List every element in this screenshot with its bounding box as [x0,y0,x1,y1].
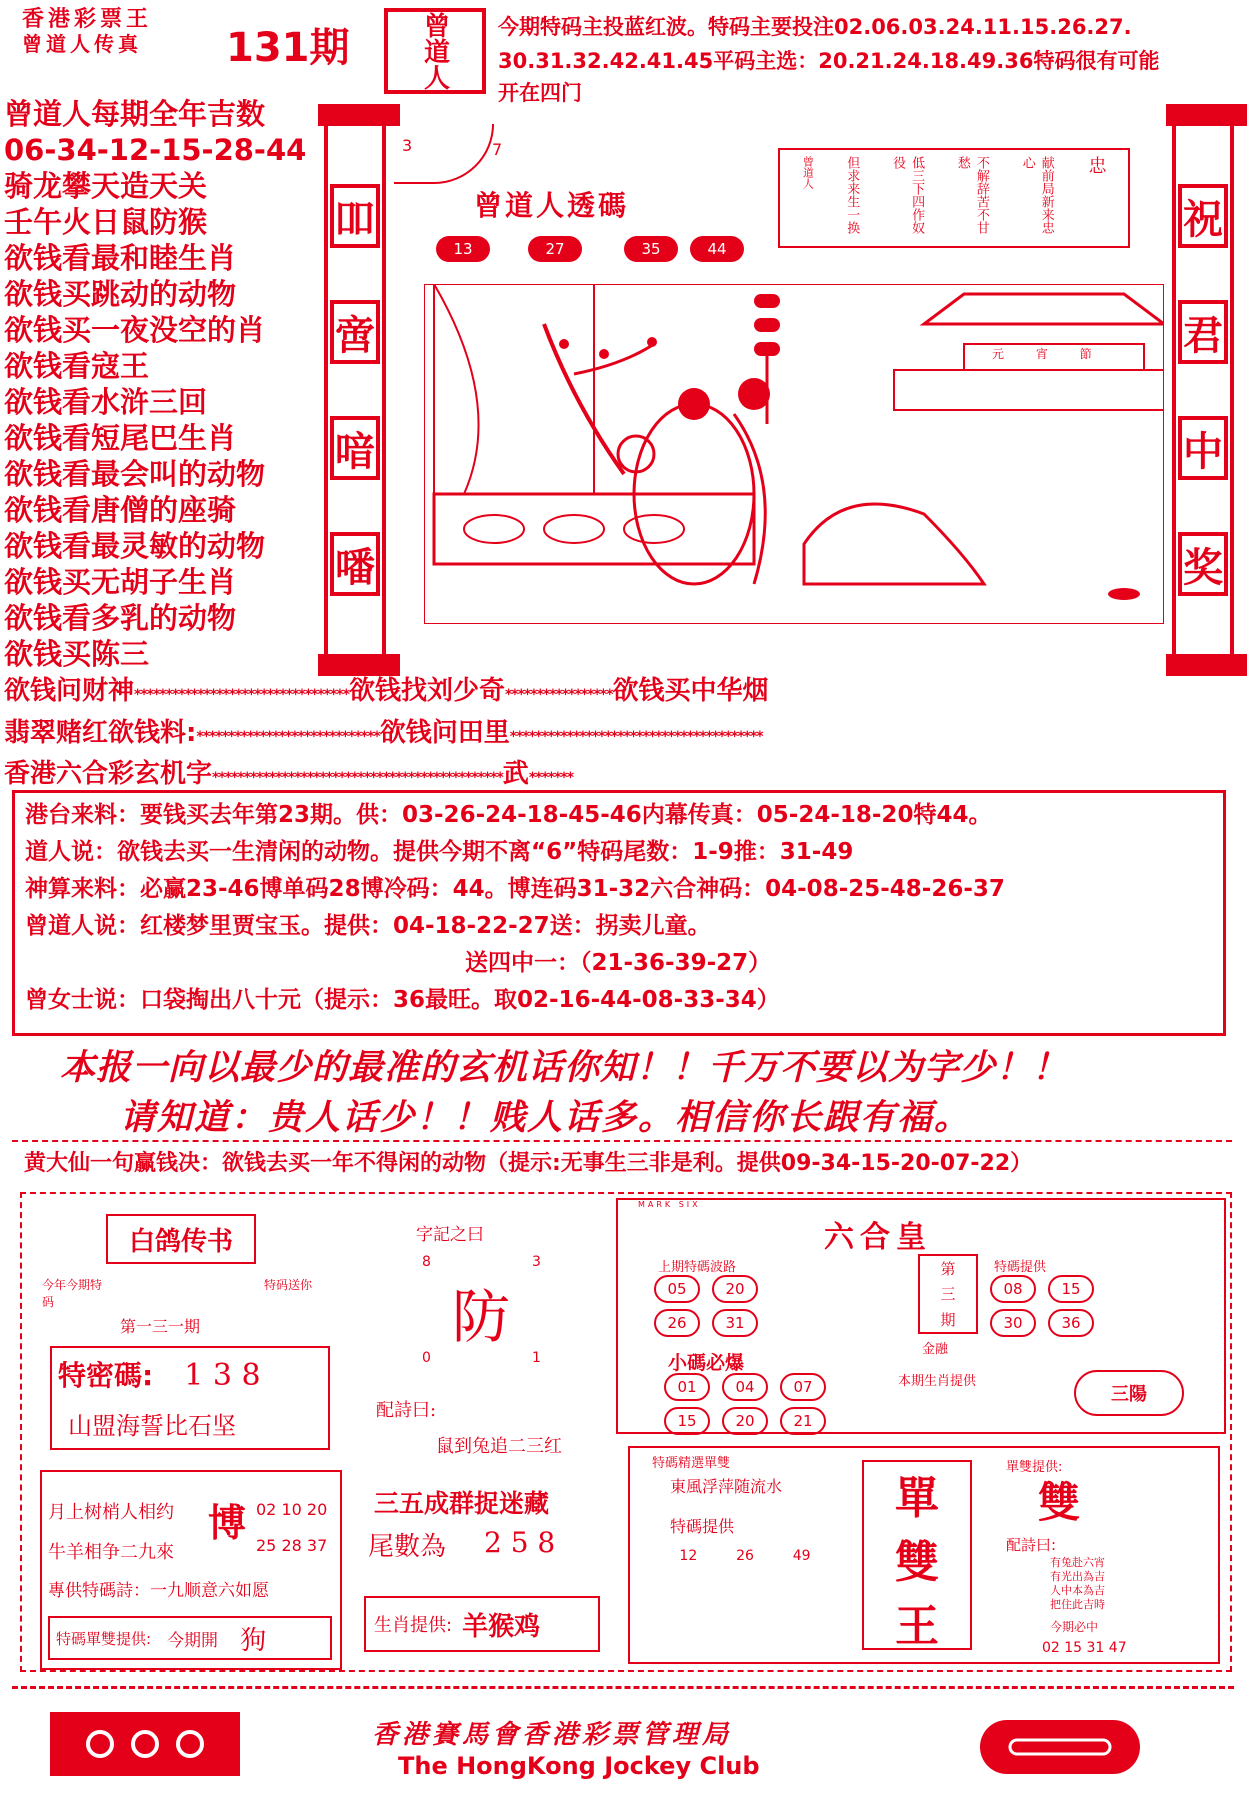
character-num-br: 1 [532,1350,541,1366]
dual-special-num-1: 12 [679,1548,698,1564]
riddle-nums-2: 25 28 37 [256,1536,328,1555]
footer-en: The HongKong Jockey Club [398,1752,760,1780]
king-stamp-text: 三陽 [1111,1384,1147,1405]
dual-special-nums [660,1548,830,1564]
info-line-1: 港台来料：要钱买去年第23期。供：03-26-24-18-45-46内幕传真：05-24-18-20特44。 [25,802,992,828]
riddle-line-12: 欲钱买无胡子生肖 [4,565,237,599]
scroll-left [324,118,386,662]
footer-logo-left [50,1712,240,1776]
pick-ball-2: 27 [528,236,582,262]
pick-ball-3: 35 [624,236,678,262]
character-num-bl: 0 [422,1350,431,1366]
dual-side-poem [1050,1556,1200,1612]
panel-dove [36,1206,344,1456]
small-nums [658,1370,878,1438]
fortune-lines [4,672,1244,796]
riddle-line-10: 欲钱看唐僧的座骑 [4,493,237,527]
zodiac-label: 生肖提供: [374,1615,453,1636]
illustration [424,284,1164,624]
riddle-line-b: 牛羊相争二九來 [48,1542,174,1563]
footer-logo-right-icon [1005,1732,1115,1762]
dove-side-left: 今年今期特码 [42,1278,103,1309]
fortune-line-3-left: 香港六合彩玄机字 [4,759,213,789]
pick-ball-1: 13 [436,236,490,262]
scroll-right-char-4: 奖 [1178,532,1228,596]
small-ball-1: 01 [664,1373,710,1401]
corner-number-1: 3 [402,136,413,155]
poem-box [778,148,1130,248]
poem-column-2: 不解辞苦不甘愁 [954,156,989,234]
dual-side-title: 單雙提供: [1006,1460,1063,1475]
fortune-line-2-mid: 欲钱问田里 [379,718,510,748]
last-wave-nums [648,1272,788,1340]
character-header: 字記之曰 [416,1225,484,1245]
fortune-line-3-stars2: ******* [528,770,574,786]
poem-column-3: 低三下四作奴役 [890,156,925,234]
king-special-ball-2: 15 [1048,1275,1094,1303]
king-special-ball-4: 36 [1048,1309,1094,1337]
scroll-right-char-2: 君 [1178,300,1228,364]
single-double-value: 今期開 [167,1630,219,1651]
dual-guess-line: 東風浮萍随流水 [670,1477,783,1496]
intro-line-3: 开在四门 [498,81,582,105]
riddle-big-char: 博 [208,1500,247,1545]
dove-side-right: 特码送你 [264,1278,313,1292]
tail-value: 2 5 8 [484,1526,556,1559]
dual-side-label: 配詩曰: [1006,1536,1057,1554]
lucky-numbers: 06-34-12-15-28-44 [4,133,307,167]
dual-big-char-3: 王 [895,1601,939,1652]
info-line-2: 道人说：欲钱去买一生清闲的动物。提供今期不离“6”特码尾数：1-9推：31-49 [25,839,854,865]
slogan-rule [12,1140,1232,1142]
panel-tail [360,1476,606,1672]
riddle-line-3: 欲钱看最和睦生肖 [4,241,237,275]
poem-heading: 忠 [1085,156,1107,174]
riddle-poem: 專供特碼詩：一九顺意六如愿 [48,1581,269,1601]
king-special-ball-3: 30 [990,1309,1036,1337]
riddle-line-4: 欲钱买跳动的动物 [4,277,237,311]
corner-number-2: 7 [492,140,503,159]
dove-special-label: 特密碼: [58,1359,154,1392]
single-double-animal: 狗 [240,1625,267,1656]
small-ball-3: 07 [780,1373,826,1401]
scroll-right-char-3: 中 [1178,416,1228,480]
dove-riddle: 山盟海誓比石坚 [68,1412,236,1440]
poem-column-4: 但求来生一换 [844,156,860,234]
footer-logo-right [980,1720,1140,1774]
riddle-line-8: 欲钱看短尾巴生肖 [4,421,237,455]
king-issue-1: 第 [940,1260,956,1279]
last-wave-ball-1: 05 [654,1275,700,1303]
picture-title: 曾道人透碼 [474,189,630,222]
logo-line2: 曾道人传真 [22,32,142,56]
last-wave-ball-3: 26 [654,1309,700,1337]
fortune-line-3-mid: 武 [502,759,529,789]
riddle-line-14: 欲钱买陈三 [4,637,150,671]
info-line-5: 送四中一：（21-36-39-27） [465,950,772,976]
character-num-tr: 3 [532,1254,541,1270]
single-double-label: 特碼單雙提供: [56,1629,152,1648]
king-special-label: 特碼提供 [994,1260,1047,1275]
king-border-text: MARK SIX [638,1200,701,1209]
king-stamp [1074,1370,1184,1416]
zodiac-box [364,1596,600,1652]
character-big: 防 [452,1283,511,1351]
character-poem: 鼠到兔追二三红 [436,1436,562,1457]
pick-ball-4: 44 [690,236,744,262]
last-wave-label: 上期特碼波路 [658,1260,737,1275]
poem-column-1: 献前局新来忠心 [1019,156,1054,234]
dual-side-note: 今期必中 [1050,1620,1099,1634]
dual-side-poem-1: 有兔赴六宵 [1050,1556,1105,1569]
riddle-line-11: 欲钱看最灵敏的动物 [4,529,266,563]
poem-column-5: 曾道人 [801,156,815,189]
slogan-line-2: 请知道：贵人话少！！贱人话多。相信你长跟有福。 [120,1097,972,1138]
riddle-line-a: 月上树梢人相约 [48,1502,174,1523]
dual-side-poem-3: 人中本為吉 [1050,1584,1105,1597]
king-title: 六合皇 [824,1220,932,1255]
footer-rule [12,1686,1234,1689]
fortune-line-1-mid: 欲钱找刘少奇 [348,676,505,706]
dual-big-char-2: 雙 [895,1537,939,1588]
tail-label: 尾數為 [368,1532,447,1562]
footer-logo-left-icon [70,1724,220,1764]
single-double-box [48,1616,332,1660]
center-picture [394,124,1166,624]
info-line-6: 曾女士说：口袋掏出八十元（提示：36最旺。取02-16-44-08-33-34） [25,987,780,1013]
logo-line1: 香港彩票王 [22,7,153,32]
building-sign: 元 宵 節 [992,347,1106,361]
scroll-left-char-2: 啻 [330,300,380,364]
tail-heading: 三五成群捉迷藏 [374,1489,550,1518]
lucky-heading: 曾道人每期全年吉数 [4,97,266,131]
panel-riddle [40,1470,342,1670]
king-special-ball-1: 08 [990,1275,1036,1303]
riddle-line-2: 壬午火日鼠防猴 [4,205,208,239]
king-issue-2: 三 [940,1285,956,1304]
intro-line-2: 30.31.32.42.41.45平码主选：20.21.24.18.49.36特码很有可能 [498,49,1160,73]
issue-number: 131期 [226,25,350,71]
info-line-3: 神算来料：必赢23-46博单码28博冷码：44。博连码31-32六合神码：04-08-25-48-26-37 [25,876,1005,902]
riddle-line-9: 欲钱看最会叫的动物 [4,457,266,491]
seal-text: 曾道人 [419,12,450,90]
seal-stamp [384,8,486,94]
small-ball-4: 15 [664,1407,710,1435]
king-issue-box [918,1254,978,1334]
fortune-line-2-stars: ***************************** [196,729,380,745]
small-ball-2: 04 [722,1373,768,1401]
logo-box [22,8,182,58]
dove-special-box [50,1346,330,1450]
last-wave-ball-4: 31 [712,1309,758,1337]
intro-block [498,10,1238,108]
character-num-tl: 8 [422,1254,431,1270]
intro-line-1: 今期特码主投蓝红波。特码主要投注02.06.03.24.11.15.26.27. [498,15,1132,39]
fortune-line-1-stars2: ***************** [504,687,613,703]
character-poem-label: 配詩曰: [376,1400,437,1421]
info-line-4: 曾道人说：红楼梦里贾宝玉。提供：04-18-22-27送：拐卖儿童。 [25,913,711,939]
dual-side-poem-2: 有光出為吉 [1050,1570,1105,1583]
footer-cn: 香港賽馬會香港彩票管理局 [372,1720,733,1750]
info-box [12,790,1226,1036]
dove-special-value: 1 3 8 [184,1358,261,1393]
fortune-line-1-right: 欲钱买中华烟 [612,676,769,706]
dual-big-char-1: 單 [895,1473,939,1524]
fortune-line-1-left: 欲钱问财神 [4,676,135,706]
wong-tai-sin-line: 黄大仙一句赢钱决：欲钱去买一年不得闲的动物（提示:无事生三非是利。提供09-34-15-20-07-22） [24,1151,1033,1176]
fortune-line-1-stars: ********************************** [134,687,349,703]
riddle-nums-1: 02 10 20 [256,1500,328,1519]
dual-special-label: 特碼提供 [670,1517,735,1536]
king-sub-label: 金融 [922,1342,949,1357]
riddle-line-7: 欲钱看水浒三回 [4,385,208,419]
dual-special-num-3: 49 [792,1548,811,1564]
small-ball-6: 21 [780,1407,826,1435]
dual-guess-title: 特碼精選單雙 [652,1456,731,1471]
scroll-right [1172,118,1234,662]
fortune-line-2-left: 翡翠赌红欲钱料: [4,718,197,748]
dove-title: 白鸽传书 [106,1214,256,1264]
king-zodiac-label: 本期生肖提供 [898,1374,977,1389]
king-issue-3: 期 [940,1310,956,1329]
dual-bottom-nums: 02 15 31 47 [1042,1640,1127,1656]
dove-issue: 第一三一期 [120,1317,201,1336]
king-special-nums [984,1272,1124,1340]
panel-character [360,1220,590,1460]
fortune-line-2 [4,714,1244,756]
fortune-line-2-stars2: **************************************** [509,729,763,745]
small-ball-5: 20 [722,1407,768,1435]
small-num-label: 小碼必爆 [668,1352,745,1374]
riddle-line-13: 欲钱看多乳的动物 [4,601,237,635]
scroll-right-char-1: 祝 [1178,184,1228,248]
slogan-line-1: 本报一向以最少的最准的玄机话你知！！千万不要以为字少！！ [60,1047,1069,1088]
zodiac-value: 羊猴鸡 [462,1611,541,1642]
fortune-line-1 [4,672,1244,714]
dual-side-char: 雙 [1038,1478,1081,1527]
scroll-left-char-4: 噃 [330,532,380,596]
panel-king [616,1198,1226,1434]
riddle-line-1: 骑龙攀天造天关 [4,169,208,203]
last-wave-ball-2: 20 [712,1275,758,1303]
riddle-line-5: 欲钱买一夜没空的肖 [4,313,266,347]
dual-big-box [862,1460,972,1650]
riddle-line-6: 欲钱看寇王 [4,349,150,383]
dual-special-num-2: 26 [736,1548,754,1564]
left-column [4,96,324,672]
fortune-line-3-stars: ********************************************** [212,770,503,786]
panel-dual [628,1446,1220,1664]
dual-side-poem-4: 把住此吉時 [1050,1598,1105,1611]
scroll-left-char-1: 吅 [330,184,380,248]
scroll-left-char-3: 喑 [330,416,380,480]
